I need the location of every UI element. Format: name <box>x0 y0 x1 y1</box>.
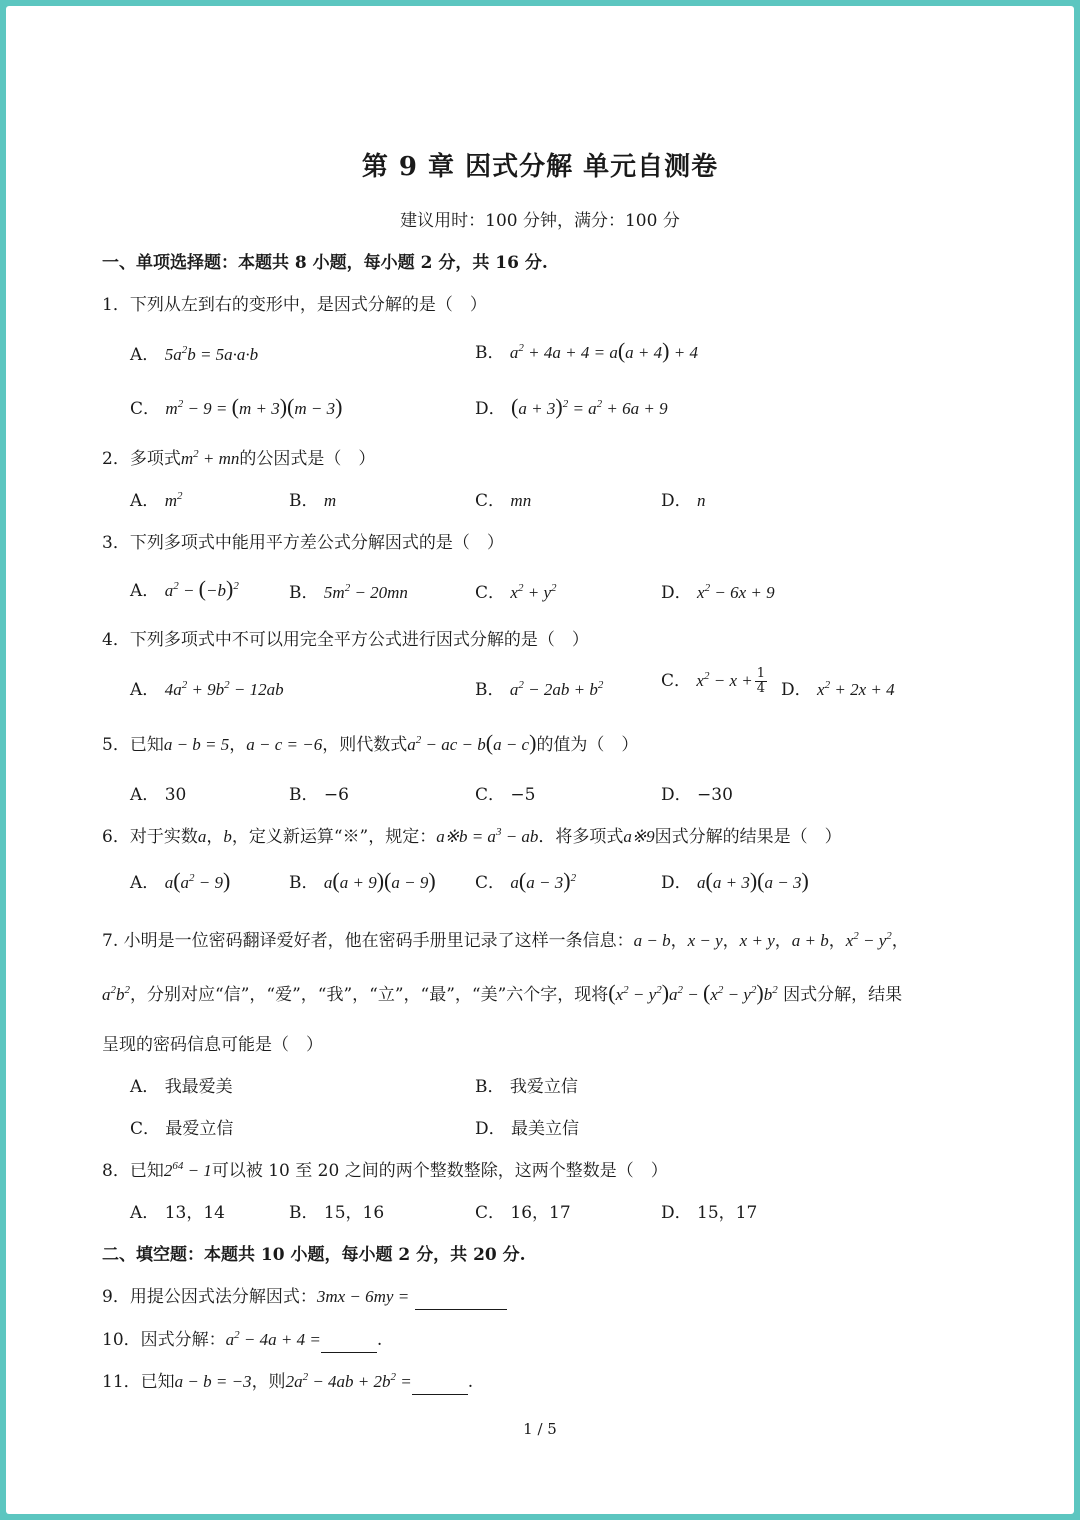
option-label: B． <box>475 680 505 700</box>
option-label: B． <box>289 1203 319 1223</box>
q8-text-end: 可以被 10 至 20 之间的两个整数整除，这两个整数是（ ） <box>211 1161 668 1181</box>
q3-option-a: A． $a^2 - (-b)^2$ <box>130 576 239 601</box>
q2-option-a: A． $m^2$ <box>130 490 183 511</box>
option-label: C． <box>475 785 506 805</box>
q2-option-b: B． m <box>289 491 337 511</box>
option-label: A． <box>130 491 160 511</box>
q7-text-end: 因式分解，结果 <box>783 985 903 1005</box>
q8-option-a <box>130 1198 225 1223</box>
option-label: A． <box>130 873 160 893</box>
q2-option-c: C． mn <box>475 491 532 511</box>
option-value: 最美立信 <box>511 1119 580 1139</box>
q5-text-end: 的值为（ ） <box>536 735 639 755</box>
document-page <box>6 6 1074 1514</box>
option-label: B． <box>289 785 319 805</box>
page-subtitle: 建议用时：100 分钟，满分：100 分 <box>400 211 680 231</box>
question-8: 8．已知$2^{64} - 1$可以被 10 至 20 之间的两个整数整除，这两个整数是（ ） <box>102 1160 668 1181</box>
answer-blank[interactable] <box>412 1374 468 1395</box>
question-11: 11．已知a − b = −3，则$2a^2 - 4ab + 2b^2$ = . <box>102 1367 473 1395</box>
page-title: 第 9 章 因式分解 单元自测卷 <box>361 152 719 182</box>
question-3: 3．下列多项式中能用平方差公式分解因式的是（ ） <box>102 533 504 553</box>
q7-option-c <box>130 1114 233 1139</box>
q6-text-mid2: ．将多项式 <box>538 827 624 847</box>
option-label: C． <box>475 583 506 603</box>
option-value: 我爱立信 <box>509 1077 578 1097</box>
option-label: B． <box>289 873 319 893</box>
q8-option-d <box>661 1198 757 1223</box>
q7-option-d <box>475 1114 579 1139</box>
option-value: 最爱立信 <box>165 1119 234 1139</box>
q5-text: 5．已知 <box>102 735 164 755</box>
q6-option-d: D． a(a + 3)(a − 3) <box>661 868 809 893</box>
q8-option-b <box>289 1198 384 1223</box>
option-value: 13，14 <box>164 1203 225 1223</box>
q4-option-c: C． $x^2 - x$ + $\frac{1}{4}$ <box>661 666 765 696</box>
question-4: 4．下列多项式中不可以用完全平方公式进行因式分解的是（ ） <box>102 630 589 650</box>
option-label: A． <box>130 1077 160 1097</box>
option-label: D． <box>661 1203 692 1223</box>
q6-text-comma: ， <box>206 827 224 847</box>
q6-option-a: A． $a(a^2 - 9)$ <box>130 868 231 893</box>
option-label: B． <box>475 1077 505 1097</box>
option-label: A． <box>130 1203 160 1223</box>
option-label: B． <box>475 343 505 363</box>
q5-option-b <box>289 780 349 805</box>
option-label: D． <box>781 680 812 700</box>
q1-option-a: A． $5a^2b = 5a\cdot a\cdot b$ <box>130 344 259 365</box>
option-label: D． <box>661 491 692 511</box>
option-label: D． <box>661 583 692 603</box>
q2-text: 2．多项式 <box>102 449 181 469</box>
q5-option-c <box>475 780 535 805</box>
q6-text-end: 因式分解的结果是（ ） <box>654 827 842 847</box>
q1-option-c: C． $m^2 - 9 = (m + 3)(m - 3)$ <box>130 394 343 419</box>
option-label: D． <box>475 1119 506 1139</box>
q7-option-a <box>130 1072 233 1097</box>
q6-text-mid: ，定义新运算“※”，规定： <box>231 827 437 847</box>
option-label: C． <box>130 399 161 419</box>
q1-option-b: B． $a^2 + 4a + 4 = a(a + 4) + 4$ <box>475 338 698 363</box>
option-label: A． <box>130 581 160 601</box>
section-heading-choice: 一、单项选择题：本题共 8 小题，每小题 2 分，共 16 分. <box>102 253 548 273</box>
q3-option-b: B． $5m^2 - 20mn$ <box>289 582 408 603</box>
q2-option-d: D． n <box>661 491 706 511</box>
q9-text: 9．用提公因式法分解因式： <box>102 1287 317 1307</box>
option-value: −5 <box>510 785 536 805</box>
option-label: C． <box>475 1203 506 1223</box>
answer-blank[interactable] <box>321 1332 377 1353</box>
q8-option-c <box>475 1198 571 1223</box>
question-5: 5．已知a − b = 5，a − c = −6，则代数式$a^2$ − ac − b(a − c)的值为（ ） <box>102 730 639 755</box>
q6-option-b: B． a(a + 9)(a − 9) <box>289 868 436 893</box>
q6-text: 6．对于实数 <box>102 827 198 847</box>
option-label: B． <box>289 491 319 511</box>
option-value: 我最爱美 <box>164 1077 233 1097</box>
question-2: 2．多项式$m^2$ + mn的公因式是（ ） <box>102 448 376 469</box>
page-number: 1 / 5 <box>523 1420 557 1438</box>
option-label: C． <box>661 671 692 691</box>
answer-blank[interactable] <box>415 1289 507 1310</box>
q2-text-end: 的公因式是（ ） <box>239 449 376 469</box>
option-value: 16，17 <box>510 1203 571 1223</box>
q7-text: 7. 小明是一位密码翻译爱好者，他在密码手册里记录了这样一条信息： <box>102 931 634 951</box>
option-value: 15，16 <box>323 1203 385 1223</box>
option-label: D． <box>475 399 506 419</box>
option-value: −30 <box>697 785 733 805</box>
section-heading-fill-in: 二、填空题：本题共 10 小题，每小题 2 分，共 20 分. <box>102 1245 526 1265</box>
q5-text-mid: ，则代数式 <box>322 735 408 755</box>
option-value: 30 <box>164 785 187 805</box>
q5-option-d <box>661 780 733 805</box>
q5-option-a <box>130 780 186 805</box>
q7-option-b <box>475 1072 578 1097</box>
q7-text-mid: ，分别对应“信”，“爱”，“我”，“立”，“最”，“美”六个字，现将 <box>130 985 609 1005</box>
option-value: −6 <box>323 785 349 805</box>
option-label: B． <box>289 583 319 603</box>
question-7-line-2: $a^2b^2$，分别对应“信”，“爱”，“我”，“立”，“最”，“美”六个字，现将$(x^2 - y^2)a^2 - (x^2 - y^2)b^2$ 因式分解，结果 <box>102 980 903 1005</box>
q4-option-d: D． $x^2 + 2x + 4$ <box>781 679 895 700</box>
question-9: 9．用提公因式法分解因式：3mx − 6my = <box>102 1282 507 1310</box>
q11-text: 11．已知 <box>102 1372 175 1392</box>
option-label: C． <box>475 491 506 511</box>
option-label: C． <box>475 873 506 893</box>
question-1: 1．下列从左到右的变形中，是因式分解的是（ ） <box>102 295 487 315</box>
q11-text-mid: ，则 <box>251 1372 286 1392</box>
option-label: A． <box>130 345 160 365</box>
question-6: 6．对于实数a，b，定义新运算“※”，规定：a※b = $a^3$ − ab．将多项式a※9因式分解的结果是（ ） <box>102 826 842 847</box>
option-label: C． <box>130 1119 161 1139</box>
question-10: 10．因式分解：$a^2 - 4a + 4$ = . <box>102 1325 382 1353</box>
question-7-line-1: 7. 小明是一位密码翻译爱好者，他在密码手册里记录了这样一条信息：a − b，x − y，x + y，a + b，$x^2 - y^2$， <box>102 930 909 951</box>
option-label: A． <box>130 785 160 805</box>
fraction: $\frac{1}{4}$ <box>756 666 765 696</box>
q4-option-b: B． $a^2 - 2ab + b^2$ <box>475 679 604 700</box>
option-label: A． <box>130 680 160 700</box>
q10-text: 10．因式分解： <box>102 1330 226 1350</box>
q1-option-d: D． $(a + 3)^2 = a^2 + 6a + 9$ <box>475 394 668 419</box>
option-label: D． <box>661 873 692 893</box>
question-7-line-3: 呈现的密码信息可能是（ ） <box>102 1035 323 1055</box>
q4-option-a: A． $4a^2 + 9b^2 - 12ab$ <box>130 679 284 700</box>
option-label: D． <box>661 785 692 805</box>
option-value: 15，17 <box>697 1203 758 1223</box>
q3-option-d: D． $x^2 - 6x + 9$ <box>661 582 775 603</box>
q6-option-c: C． $a(a - 3)^2$ <box>475 868 577 893</box>
q8-text: 8．已知 <box>102 1161 164 1181</box>
q3-option-c: C． $x^2 + y^2$ <box>475 582 557 603</box>
